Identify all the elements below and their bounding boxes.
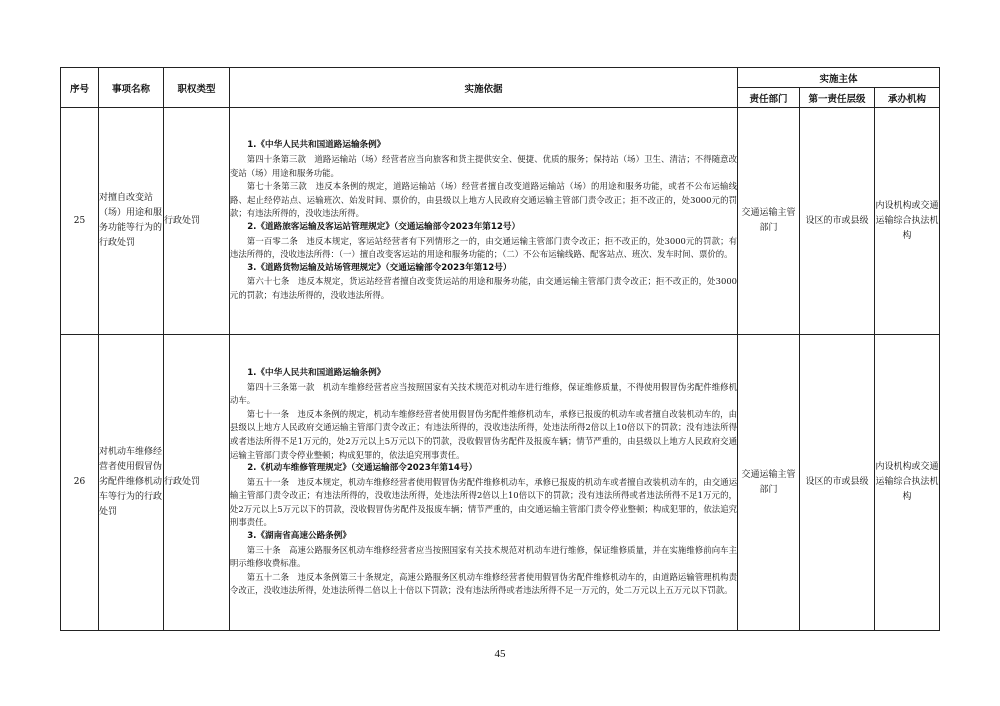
basis-clause: 第四十三条第一款 机动车维修经营者应当按照国家有关技术规范对机动车进行维修，保证维修质量，不得使用假冒伪劣配件维修机动车。 (230, 381, 737, 406)
row-dept: 交通运输主管部门 (738, 335, 800, 631)
basis-clause: 第五十二条 违反本条例第三十条规定，高速公路服务区机动车维修经营者使用假冒伪劣配件维修机动车的，由道路运输管理机构责令改正，没收违法所得，处违法所得二倍以上十倍以下罚款；没有违法所得或者违法所得不足一万元的，处二万元以上五万元以下罚款。 (230, 571, 737, 596)
header-seq: 序号 (61, 68, 99, 108)
basis-clause: 第四十条第三款 道路运输站（场）经营者应当向旅客和货主提供安全、便捷、优质的服务；保持站（场）卫生、清洁；不得随意改变站（场）用途和服务功能。 (230, 154, 737, 178)
row-basis (230, 335, 738, 631)
row-org: 内设机构或交通运输综合执法机构 (875, 108, 940, 335)
header-basis: 实施依据 (230, 68, 738, 108)
basis-law-title: 1.《中华人民共和国道路运输条例》 (247, 140, 386, 151)
basis-law-title: 1.《中华人民共和国道路运输条例》 (247, 367, 386, 378)
row-dept: 交通运输主管部门 (738, 108, 800, 335)
page-number: 45 (494, 648, 506, 660)
row-type: 行政处罚 (164, 108, 230, 335)
row-seq: 25 (61, 108, 99, 335)
header-subject: 实施主体 (738, 68, 940, 88)
basis-clause: 第五十一条 违反本规定，机动车维修经营者使用假冒伪劣配件维修机动车，承修已报废的机动车或者擅自改装机动车的，由交通运输主管部门责令改正；有违法所得的，没收违法所得，处违法所得2倍以上10倍以下的罚款；没有违法所得或者违法所得不足1万元的，处2万元以上5万元以下的罚款，没收假冒伪劣配件及报废车辆；情节严重的，由交通运输主管部门责令停业整顿；构成犯罪的，依法追究刑事责任。 (230, 476, 737, 528)
row-name: 对擅自改变站（场）用途和服务功能等行为的行政处罚 (99, 108, 164, 335)
row-level: 设区的市或县级 (800, 335, 875, 631)
header-type: 职权类型 (164, 68, 230, 108)
row-seq: 26 (61, 335, 99, 631)
basis-law-title: 2.《道路旅客运输及客运站管理规定》（交通运输部令2023年第12号） (247, 222, 521, 232)
row-type: 行政处罚 (164, 335, 230, 631)
basis-clause: 第七十条第三款 违反本条例的规定，道路运输站（场）经营者擅自改变道路运输站（场）的用途和服务功能，或者不公布运输线路、起止经停站点、运输班次、始发时间、票价的，由县级以上地方人民政府交通运输主管部门责令改正；拒不改正的，处3000元的罚款；有违法所得的，没收违法所得。 (230, 181, 737, 219)
row-org: 内设机构或交通运输综合执法机构 (875, 335, 940, 631)
row-name: 对机动车维修经营者使用假冒伪劣配件维修机动车等行为的行政处罚 (99, 335, 164, 631)
basis-clause: 第七十一条 违反本条例的规定，机动车维修经营者使用假冒伪劣配件维修机动车，承修已报废的机动车或者擅自改装机动车的，由县级以上地方人民政府交通运输主管部门责令改正；有违法所得的，没收违法所得，处违法所得2倍以上10倍以下的罚款；没有违法所得或者违法所得不足1万元的，处2万元以上5万元以下的罚款，没收假冒伪劣配件及报废车辆；情节严重的，由县级以上地方人民政府交通运输主管部门责令停业整顿；构成犯罪的，依法追究刑事责任。 (230, 408, 737, 460)
header-dept: 责任部门 (738, 88, 800, 108)
basis-clause: 第一百零二条 违反本规定，客运站经营者有下列情形之一的，由交通运输主管部门责令改正；拒不改正的，处3000元的罚款；有违法所得的，没收违法所得：（一）擅自改变客运站的用途和服务功能的；（二）不公布运输线路、配客站点、班次、发车时间、票价的。 (230, 235, 737, 260)
basis-clause: 第六十七条 违反本规定，货运站经营者擅自改变货运站的用途和服务功能，由交通运输主管部门责令改正；拒不改正的，处3000元的罚款；有违法所得的，没收违法所得。 (230, 276, 737, 300)
header-org: 承办机构 (875, 88, 940, 108)
header-level: 第一责任层级 (800, 88, 875, 108)
basis-law-title: 3.《湖南省高速公路条例》 (247, 531, 351, 542)
basis-clause: 第三十条 高速公路服务区机动车维修经营者应当按照国家有关技术规范对机动车进行维修，保证维修质量，并在实施维修前向车主明示维修收费标准。 (230, 544, 737, 569)
header-name: 事项名称 (99, 68, 164, 108)
enforcement-table (60, 67, 940, 631)
row-level: 设区的市或县级 (800, 108, 875, 335)
table-row (61, 108, 940, 335)
row-basis (230, 108, 738, 335)
table-row (61, 335, 940, 631)
basis-law-title: 3.《道路货物运输及站场管理规定》（交通运输部令2023年第12号） (247, 262, 512, 273)
basis-law-title: 2.《机动车维修管理规定》（交通运输部令2023年第14号） (247, 463, 478, 474)
